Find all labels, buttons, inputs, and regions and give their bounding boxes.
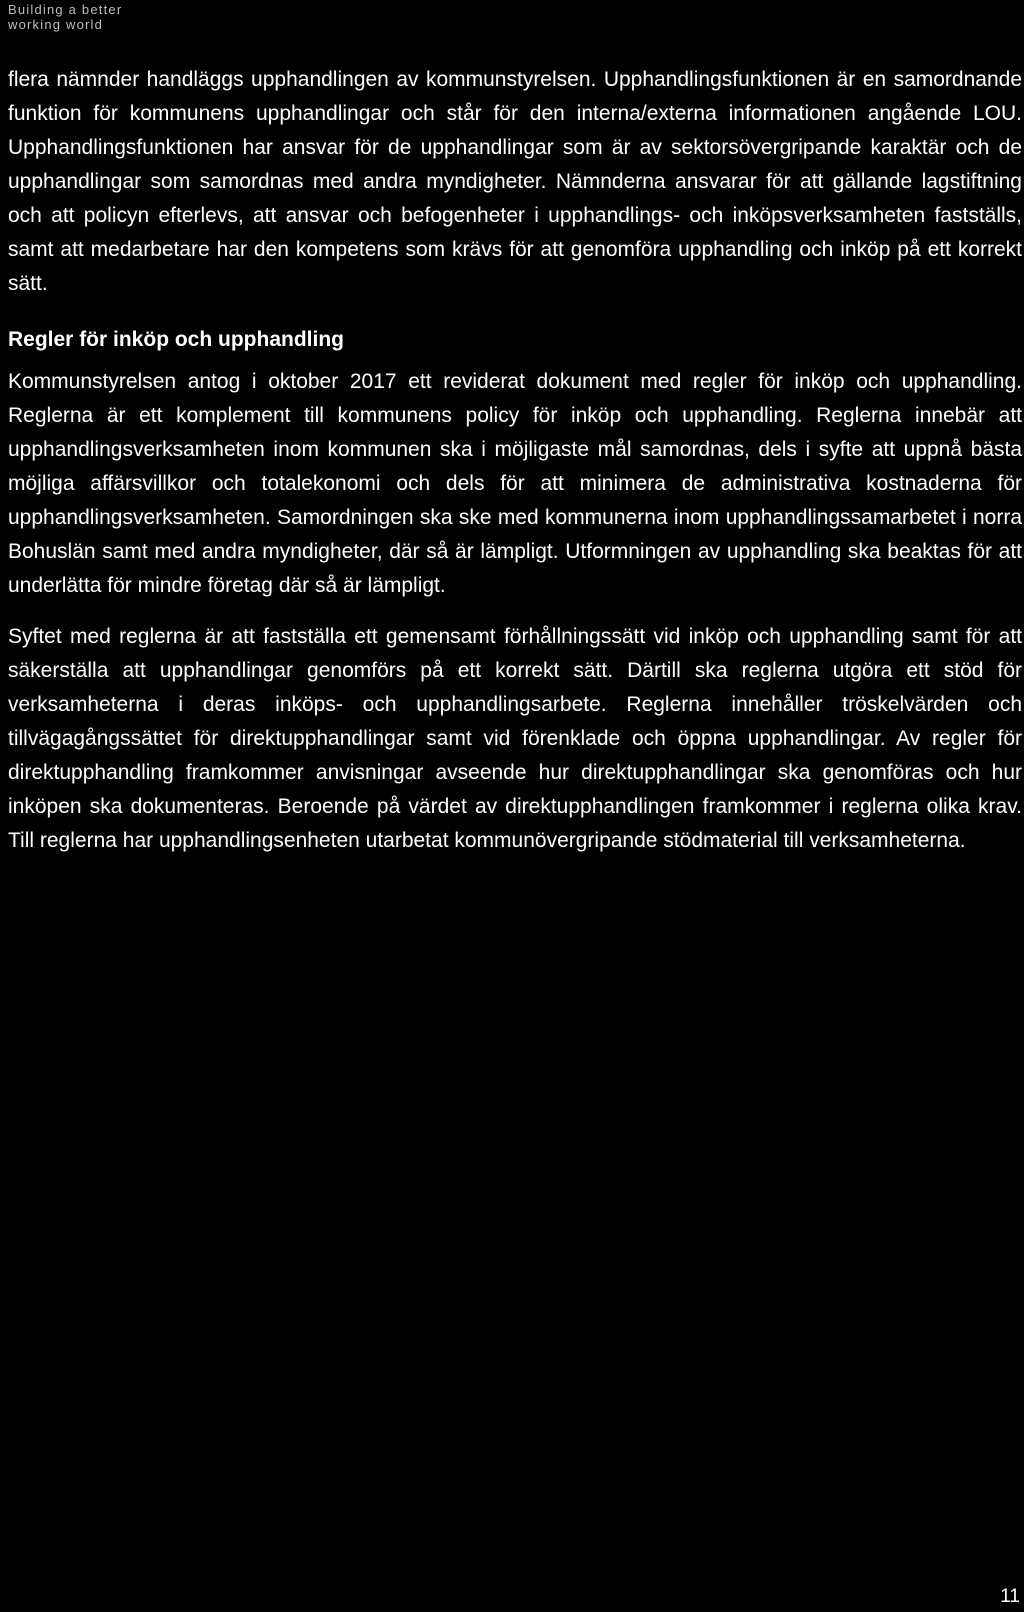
section-paragraph-1: Kommunstyrelsen antog i oktober 2017 ett reviderat dokument med regler för inköp och upphandling. Reglerna är ett komplement till kommunens policy för inköp och upphandling. Reglerna innebär att upphandlingsverksamheten inom kommunen ska i möjligaste mål samordnas, dels i syfte att uppnå bästa möjliga affärsvillkor och totalekonomi och dels för att minimera de administrativa kostnaderna för upphandlingsverksamheten. Samordningen ska ske med kommunerna inom upphandlingssamarbetet i norra Bohuslän samt med andra myndigheter, där så är lämpligt. Utformningen av upphandling ska beaktas för att underlätta för mindre företag där så är lämpligt. bbox=[8, 370, 1022, 597]
header-tagline-line-2: working world bbox=[8, 17, 104, 32]
header-tagline bbox=[8, 2, 122, 32]
section-heading: Regler för inköp och upphandling bbox=[8, 328, 344, 351]
intro-paragraph: flera nämnder handläggs upphandlingen av kommunstyrelsen. Upphandlingsfunktionen är en samordnande funktion för kommunens upphandlingar och står för den interna/externa informationen angående LOU. Upphandlingsfunktionen har ansvar för de upphandlingar som är av sektorsövergripande karaktär och de upphandlingar som samordnas med andra myndigheter. Nämnderna ansvarar för att gällande lagstiftning och att policyn efterlevs, att ansvar och befogenheter i upphandlings- och inköpsverksamheten fastställs, samt att medarbetare har den kompetens som krävs för att genomföra upphandling och inköp på ett korrekt sätt. bbox=[8, 68, 1022, 295]
document-body bbox=[8, 63, 1022, 858]
section-paragraph-2: Syftet med reglerna är att fastställa ett gemensamt förhållningssätt vid inköp och upphandling samt för att säkerställa att upphandlingar genomförs på ett korrekt sätt. Därtill ska reglerna utgöra ett stöd för verksamheterna i deras inköps- och upphandlingsarbete. Reglerna innehåller tröskelvärden och tillvägagångssättet för direktupphandlingar samt vid förenklade och öppna upphandlingar. Av regler för direktupphandling framkommer anvisningar avseende hur direktupphandlingar ska genomföras och hur inköpen ska dokumenteras. Beroende på värdet av direktupphandlingen framkommer i reglerna olika krav. Till reglerna har upphandlingsenheten utarbetat kommunövergripande stödmaterial till verksamheterna. bbox=[8, 625, 1022, 852]
page-number: 11 bbox=[1000, 1586, 1020, 1607]
header-tagline-line-1: Building a better bbox=[8, 2, 123, 17]
